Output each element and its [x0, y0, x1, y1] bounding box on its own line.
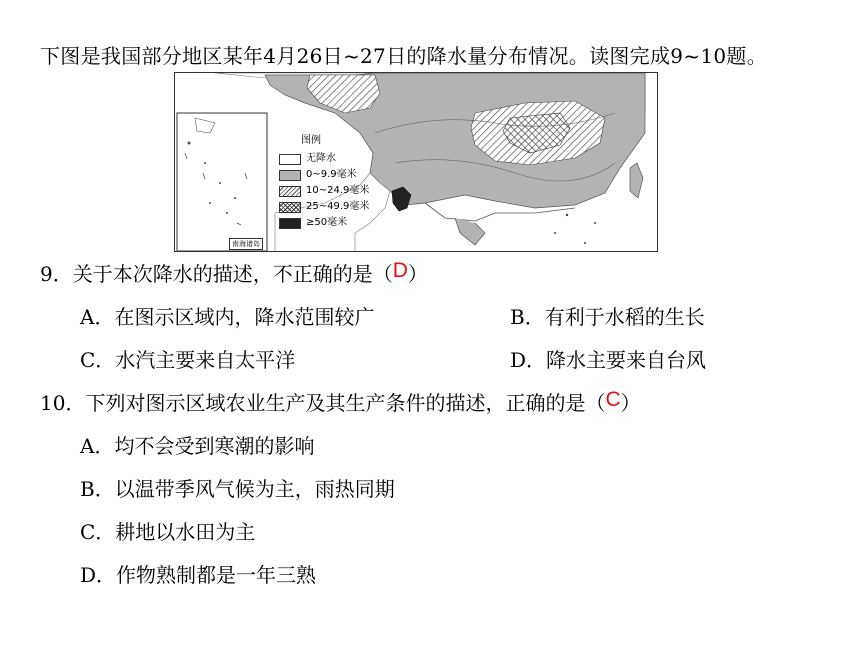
question-9-option-a: A．在图示区域内，降水范围较广: [80, 305, 375, 329]
legend-title: 图例: [301, 135, 321, 146]
legend-item-black: [279, 215, 369, 231]
legend-label: 10~24.9毫米: [306, 185, 370, 196]
legend-swatch-none: [279, 154, 301, 165]
legend-label: 无降水: [306, 153, 336, 164]
question-9-option-b: B．有利于水稻的生长: [510, 305, 705, 329]
question-10-answer: C: [605, 388, 621, 411]
south-sea-inset: [177, 113, 267, 251]
legend-item-crosshatch: [279, 199, 369, 215]
question-10-option-a: A．均不会受到寒潮的影响: [80, 434, 315, 458]
map-graphic: [175, 73, 658, 252]
taiwan-island: [630, 163, 643, 198]
map-legend: [279, 133, 369, 231]
legend-swatch-crosshatch: [279, 202, 301, 213]
legend-swatch-grey: [279, 170, 301, 181]
question-10-close: ）: [620, 391, 641, 415]
inset-label: 南海诸岛: [229, 238, 263, 250]
question-9-option-d: D．降水主要来自台风: [510, 348, 707, 372]
question-9: [40, 258, 428, 287]
question-9-answer: D: [392, 259, 408, 282]
question-10-option-d: D．作物熟制都是一年三熟: [80, 563, 317, 587]
legend-label: ≥50毫米: [306, 217, 348, 228]
legend-swatch-hatch: [279, 186, 301, 197]
question-9-stem: 9．关于本次降水的描述，不正确的是（: [40, 262, 393, 286]
question-10: [40, 387, 641, 416]
legend-swatch-black: [279, 218, 301, 229]
question-10-option-b: B．以温带季风气候为主，雨热同期: [80, 477, 395, 501]
question-9-option-c: C．水汽主要来自太平洋: [80, 348, 296, 372]
question-10-option-c: C．耕地以水田为主: [80, 520, 256, 544]
legend-item-none: [279, 151, 369, 167]
question-9-close: ）: [407, 262, 428, 286]
question-10-stem: 10．下列对图示区域农业生产及其生产条件的描述，正确的是（: [40, 391, 606, 415]
legend-label: 25~49.9毫米: [306, 201, 370, 212]
legend-item-grey: [279, 167, 369, 183]
intro-text: 下图是我国部分地区某年4月26日~27日的降水量分布情况。读图完成9~10题。: [40, 44, 768, 68]
legend-item-hatch: [279, 183, 369, 199]
precipitation-map: [174, 72, 658, 252]
legend-label: 0~9.9毫米: [306, 169, 357, 180]
